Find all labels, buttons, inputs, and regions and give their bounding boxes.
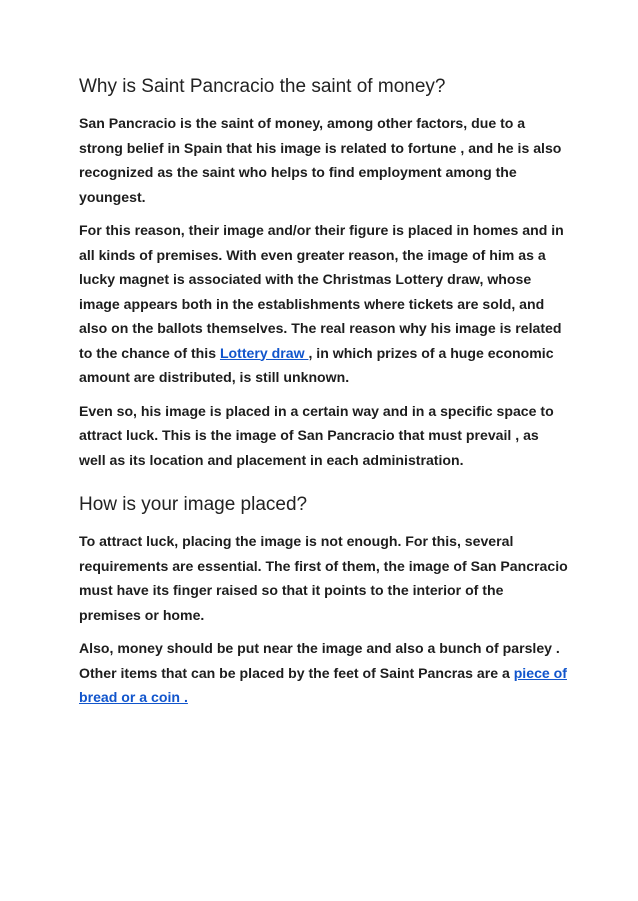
document-page [79, 74, 569, 710]
paragraph-requirements: To attract luck, placing the image is not enough. For this, several requirements are essential. The first of them, the image of San Pancracio must have its finger raised so that it points to the interior of the premises or home. [79, 533, 568, 623]
section-heading-saint-of-money: Why is Saint Pancracio the saint of money? [79, 76, 446, 97]
lottery-draw-link[interactable]: Lottery draw [219, 344, 309, 361]
paragraph-image-placement: Even so, his image is placed in a certain way and in a specific space to attract luck. This is the image of San Pancracio that must prevail , as well as its location and placement in each administration. [79, 402, 554, 468]
paragraph-text: For this reason, their image and/or their figure is placed in homes and in all kinds of premises. With even greater reason, the image of him as a lucky magnet is associated with the Christmas Lottery draw, whose image appears both in the establishments where tickets are sold, and also on the ballots themselves. The real reason why his image is related to the chance of this [79, 222, 564, 361]
paragraph-items-near-image [79, 636, 569, 710]
section-heading-how-placed: How is your image placed? [79, 494, 308, 515]
paragraph-lottery-association [79, 218, 569, 390]
paragraph-saint-of-money-intro: San Pancracio is the saint of money, among other factors, due to a strong belief in Spain that his image is related to fortune , and he is also recognized as the saint who helps to find employment among the youngest. [79, 115, 562, 205]
paragraph-text: Also, money should be put near the image and also a bunch of parsley . Other items that can be placed by the feet of Saint Pancras are a [79, 640, 560, 681]
bread-or-coin-link[interactable]: piece of bread or a coin . [79, 664, 567, 705]
paragraph-text: , in which prizes of a huge economic amount are distributed, is still unknown. [79, 344, 554, 385]
